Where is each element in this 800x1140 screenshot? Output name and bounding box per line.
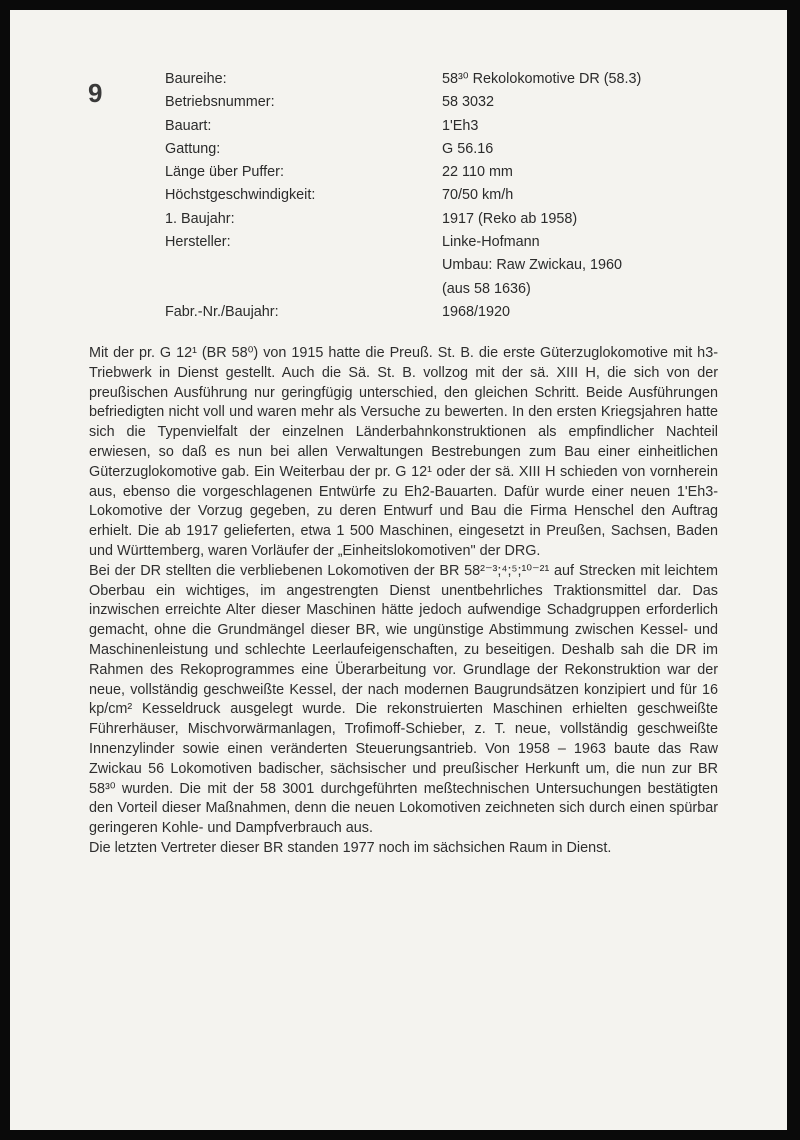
spec-label: Betriebsnummer:	[165, 94, 275, 111]
description-text	[89, 344, 718, 859]
spec-row	[165, 91, 725, 114]
spec-label: Fabr.-Nr./Baujahr:	[165, 303, 279, 320]
spec-value: Linke-Hofmann	[442, 234, 540, 251]
spec-row	[165, 254, 725, 277]
spec-row	[165, 115, 725, 138]
paragraph: Die letzten Vertreter dieser BR standen 1977 noch im sächsichen Raum in Dienst.	[89, 839, 612, 856]
spec-row	[165, 68, 725, 91]
locomotive-card	[10, 10, 787, 1130]
spec-value: 58 3032	[442, 94, 495, 111]
spec-row	[165, 208, 725, 231]
spec-label	[165, 254, 442, 277]
spec-value: 1'Eh3	[442, 117, 479, 134]
spec-row	[165, 161, 725, 184]
spec-value: 70/50 km/h	[442, 187, 514, 204]
spec-value: 1968/1920	[442, 303, 511, 320]
spec-row	[165, 301, 725, 324]
spec-label: Höchstgeschwindigkeit:	[165, 187, 316, 204]
spec-label: Baureihe:	[165, 71, 227, 87]
paragraph: Mit der pr. G 12¹ (BR 58⁰) von 1915 hatte die Preuß. St. B. die erste Güterzuglokomotive mit h3-Triebwerk in Dienst gestellt. Auch die Sä. St. B. vollzog mit der sä. XIII H, die sich von der preußischen Ausführung nur geringfügig unterschied, den gleichen Schritt. Beide Ausführungen befriedigten nicht voll und waren mehr als Versuche zu bewerten. In den ersten Kriegsjahren hatte sich die Typenvielfalt der einzelnen Länderbahnkonstruktionen als empfindlicher Nachteil erwiesen, so daß es nun bei allen Verwaltungen Bestrebungen zum Bau einer einheitlichen Güterzuglokomotive gab. Ein Weiterbau der pr. G 12¹ oder der sä. XIII H schieden von vornherein aus, ebenso die vorgeschlagenen Entwürfe zu Eh2-Bauarten. Dafür wurde einer neuen 1'Eh3-Lokomotive der Vorzug gegeben, zu deren Entwurf und Bau die Firma Henschel den Auftrag erhielt. Die ab 1917 gelieferten, etwa 1 500 Maschinen, eingesetzt in Preußen, Sachsen, Baden und Württemberg, waren Vorläufer der „Einheitslokomotiven" der DRG.	[89, 345, 718, 559]
spec-row	[165, 231, 725, 254]
spec-row	[165, 184, 725, 207]
spec-table	[165, 68, 725, 324]
spec-label: Bauart:	[165, 117, 212, 134]
spec-label: Gattung:	[165, 140, 221, 157]
paragraph: Bei der DR stellten die verbliebenen Lokomotiven der BR 58²⁻³;⁴;⁵;¹⁰⁻²¹ auf Strecken mit leichtem Oberbau ein wichtiges, im angestrengten Dienst unentbehrliches Traktionsmittel dar. Das inzwischen erreichte Alter dieser Maschinen hätte jedoch aufwendige Schadgruppen erforderlich gemacht, ohne die Grundmängel dieser BR, wie ungünstige Abstimmung zwischen Kessel- und Maschinenleistung und schlechte Leerlaufeigenschaften, zu beseitigen. Deshalb sah die DR im Rahmen des Rekoprogrammes eine Überarbeitung vor. Grundlage der Rekonstruktion war der neue, vollständig geschweißte Kessel, der nach modernen Baugrundsätzen konzipiert und für 16 kp/cm² Kesseldruck ausgelegt wurde. Die rekonstruierten Maschinen erhielten geschweißte Führerhäuser, Mischvorwärmanlagen, Trofimoff-Schieber, z. T. neue, vollständig geschweißte Innenzylinder sowie einen veränderten Steuerungsantrieb. Von 1958 – 1963 baute das Raw Zwickau 56 Lokomotiven badischer, sächsischer und preußischer Herkunft um, die nun zur BR 58³⁰ wurden. Die mit der 58 3001 durchgeführten meßtechnischen Untersuchungen bestätigten den Vorteil dieser Maßnahmen, denn die neuen Lokomotiven zeichneten sich durch einen spürbar geringeren Kohle- und Dampfverbrauch aus.	[89, 562, 718, 837]
spec-value: 58³⁰ Rekolokomotive DR (58.3)	[442, 71, 642, 87]
spec-row	[165, 278, 725, 301]
card-number: 9	[88, 78, 103, 108]
spec-row	[165, 138, 725, 161]
spec-value: (aus 58 1636)	[442, 280, 531, 297]
spec-value: 22 110 mm	[442, 164, 513, 181]
spec-label: Hersteller:	[165, 234, 231, 251]
spec-value: 1917 (Reko ab 1958)	[442, 210, 578, 227]
spec-value: G 56.16	[442, 140, 494, 157]
spec-label: Länge über Puffer:	[165, 164, 284, 181]
spec-label: 1. Baujahr:	[165, 210, 235, 227]
spec-value: Umbau: Raw Zwickau, 1960	[442, 257, 622, 274]
spec-label	[165, 278, 442, 301]
